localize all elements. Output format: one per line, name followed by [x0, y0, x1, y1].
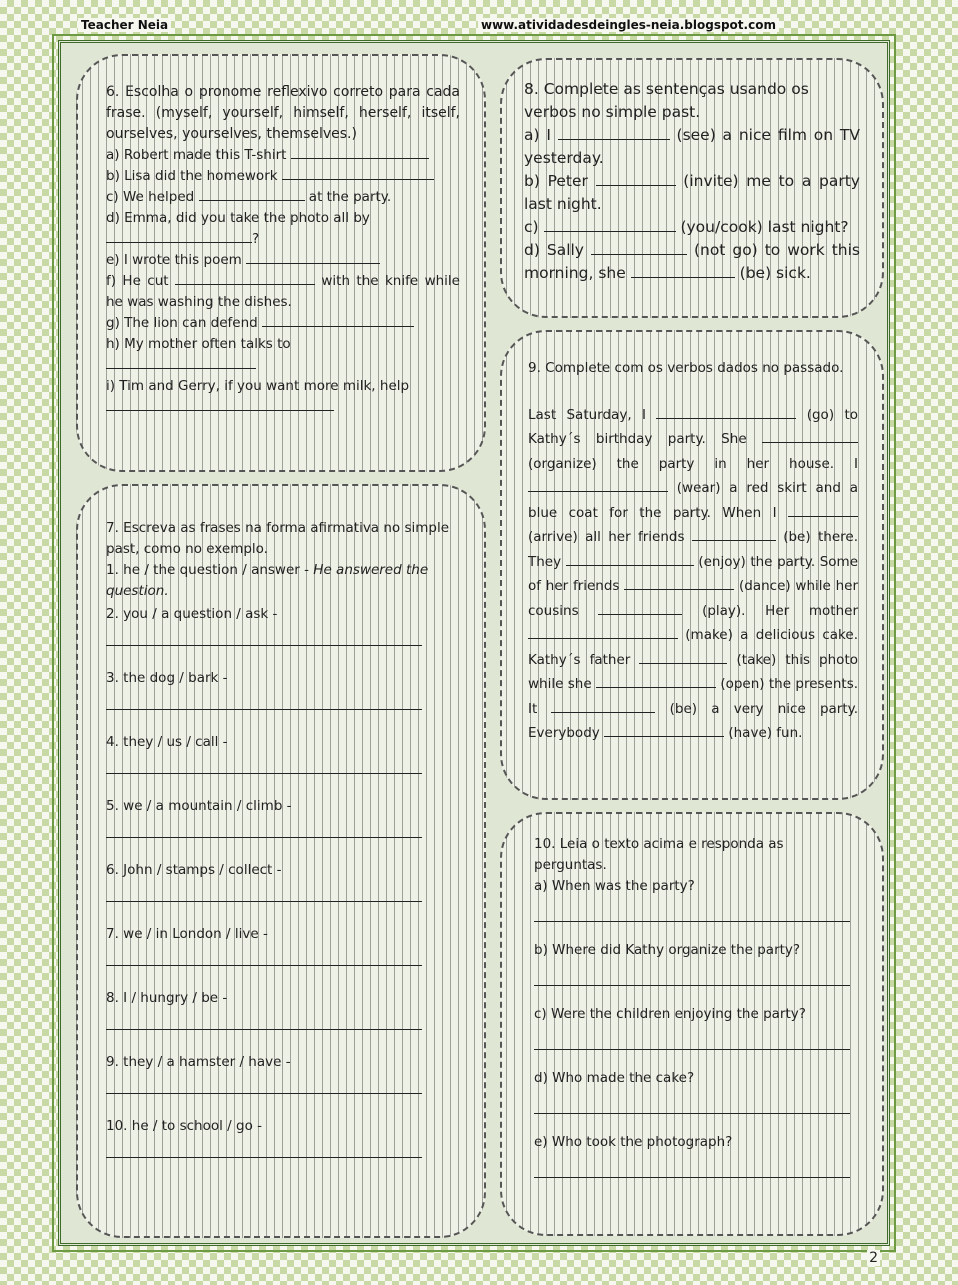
q8-item: d) Sally — [524, 241, 584, 259]
q8-item-mid: (not go) to work this morning, she — [524, 241, 860, 282]
answer-blank[interactable] — [604, 723, 724, 737]
answer-blank[interactable] — [551, 699, 655, 713]
question-9-panel — [500, 330, 884, 800]
answer-blank[interactable] — [175, 271, 315, 285]
answer-line[interactable] — [106, 689, 422, 710]
answer-blank[interactable] — [598, 601, 682, 615]
q6-item: a) Robert made this T-shirt — [106, 147, 287, 163]
answer-blank[interactable] — [624, 576, 734, 590]
q7-item: 2. you / a question / ask - — [106, 606, 278, 622]
answer-line[interactable] — [106, 881, 422, 902]
answer-blank[interactable] — [262, 313, 414, 327]
q6-item: e) I wrote this poem — [106, 252, 242, 268]
q8-item: c) — [524, 218, 539, 236]
answer-line[interactable] — [106, 1009, 422, 1030]
blog-url[interactable]: www.atividadesdeingles-neia.blogspot.com — [478, 18, 779, 32]
answer-line[interactable] — [106, 625, 422, 646]
q6-item: d) Emma, did you take the photo all by — [106, 210, 370, 226]
q9-text-part: (take) this photo while she — [528, 651, 858, 692]
question-8-panel — [500, 58, 884, 318]
q7-item: 10. he / to school / go - — [106, 1118, 263, 1134]
answer-blank[interactable] — [639, 650, 727, 664]
q9-text-part: (go) to Kathy´s birthday party. She — [528, 406, 859, 447]
q9-text-part: (enjoy) the party. Some of her friends — [528, 553, 858, 594]
q10-question: c) Were the children enjoying the party? — [534, 1006, 806, 1022]
answer-blank[interactable] — [591, 241, 687, 255]
q9-text-part: (be) there. They — [528, 529, 858, 570]
answer-line[interactable] — [106, 753, 422, 774]
q8-title: 8. Complete as sentenças usando os verbos no simple past. — [524, 80, 809, 121]
q8-item-end: (be) sick. — [739, 264, 811, 282]
answer-line[interactable] — [106, 945, 422, 966]
answer-blank[interactable] — [558, 126, 670, 140]
q6-title: 6. Escolha o pronome reflexivo correto para cada frase. (myself, yourself, himself, herself, itself, ourselves, yourselves, themselves.) — [106, 84, 460, 142]
q6-item-end: at the party. — [308, 189, 392, 205]
q6-item-end: ? — [252, 231, 260, 247]
q7-item: 3. the dog / bark - — [106, 670, 228, 686]
q10-question: a) When was the party? — [534, 878, 695, 894]
answer-blank[interactable] — [291, 145, 429, 159]
q9-text-part: (be) a very nice party. Everybody — [528, 700, 858, 741]
answer-line[interactable] — [534, 1029, 850, 1050]
answer-line[interactable] — [534, 1157, 850, 1178]
q10-question: b) Where did Kathy organize the party? — [534, 942, 801, 958]
answer-blank[interactable] — [106, 355, 256, 369]
q7-item: 4. they / us / call - — [106, 734, 228, 750]
answer-blank[interactable] — [566, 552, 694, 566]
q6-item: f) He cut — [106, 273, 169, 289]
answer-blank[interactable] — [631, 264, 735, 278]
q9-title: 9. Complete com os verbos dados no passado. — [528, 360, 844, 376]
answer-blank[interactable] — [596, 172, 676, 186]
answer-line[interactable] — [106, 1073, 422, 1094]
q9-text-part: Last Saturday, I — [528, 406, 646, 423]
answer-blank[interactable] — [106, 229, 252, 243]
answer-blank[interactable] — [692, 527, 776, 541]
q7-item: 5. we / a mountain / climb - — [106, 798, 292, 814]
q9-text — [528, 403, 858, 746]
answer-line[interactable] — [534, 901, 850, 922]
q9-text-part: (have) fun. — [728, 725, 803, 741]
q6-item: b) Lisa did the homework — [106, 168, 278, 184]
answer-line[interactable] — [534, 1093, 850, 1114]
answer-blank[interactable] — [762, 429, 858, 443]
q9-text-part: (organize) the party in her house. I — [528, 455, 858, 472]
answer-blank[interactable] — [528, 625, 678, 639]
question-6-panel — [76, 54, 486, 472]
q7-item: 8. I / hungry / be - — [106, 990, 228, 1006]
q7-item: 6. John / stamps / collect - — [106, 862, 282, 878]
answer-blank[interactable] — [788, 503, 858, 517]
question-7-panel — [76, 484, 486, 1238]
q6-item: g) The lion can defend — [106, 315, 258, 331]
answer-blank[interactable] — [199, 187, 305, 201]
q7-example-prompt: 1. he / the question / answer - — [106, 562, 309, 578]
q10-title: 10. Leia o texto acima e responda as perguntas. — [534, 836, 784, 873]
answer-line[interactable] — [106, 1137, 422, 1158]
q10-question: e) Who took the photograph? — [534, 1134, 733, 1150]
answer-blank[interactable] — [544, 218, 676, 232]
q8-item: b) Peter — [524, 172, 588, 190]
answer-blank[interactable] — [246, 250, 380, 264]
q9-text-part: (arrive) all her friends — [528, 529, 685, 545]
q6-item: h) My mother often talks to — [106, 336, 291, 352]
q6-item: i) Tim and Gerry, if you want more milk, help — [106, 378, 410, 394]
question-10-panel — [500, 812, 884, 1236]
q9-text-part: (make) a delicious cake. Kathy´s father — [528, 627, 858, 668]
answer-blank[interactable] — [282, 166, 434, 180]
q8-item-end: (see) a nice film on TV yesterday. — [524, 126, 860, 167]
q7-title: 7. Escreva as frases na forma afirmativa no simple past, como no exemplo. — [106, 520, 450, 557]
q9-text-part: (play). Her mother — [702, 602, 859, 619]
q9-text-part: (dance) while her cousins — [528, 578, 858, 619]
answer-line[interactable] — [534, 965, 850, 986]
q9-text-part: (wear) a red skirt and a blue coat for the party. When I — [528, 480, 858, 521]
q6-item-end: with the knife while he was washing the dishes. — [106, 273, 460, 310]
q9-text-part: (open) the presents. It — [528, 676, 859, 717]
answer-blank[interactable] — [528, 478, 668, 492]
page-number: 2 — [869, 1250, 878, 1266]
q7-item: 7. we / in London / live - — [106, 926, 268, 942]
q7-item: 9. they / a hamster / have - — [106, 1054, 291, 1070]
answer-line[interactable] — [106, 817, 422, 838]
answer-blank[interactable] — [106, 397, 334, 411]
q8-item-end: (you/cook) last night? — [680, 218, 849, 236]
q7-example-answer: He answered the question. — [106, 562, 429, 599]
q10-question: d) Who made the cake? — [534, 1070, 695, 1086]
q6-item: c) We helped — [106, 189, 195, 205]
q8-item: a) I — [524, 126, 551, 144]
answer-blank[interactable] — [596, 674, 716, 688]
teacher-name: Teacher Neia — [78, 18, 171, 32]
answer-blank[interactable] — [656, 405, 796, 419]
q8-item-end: (invite) me to a party last night. — [524, 172, 860, 213]
